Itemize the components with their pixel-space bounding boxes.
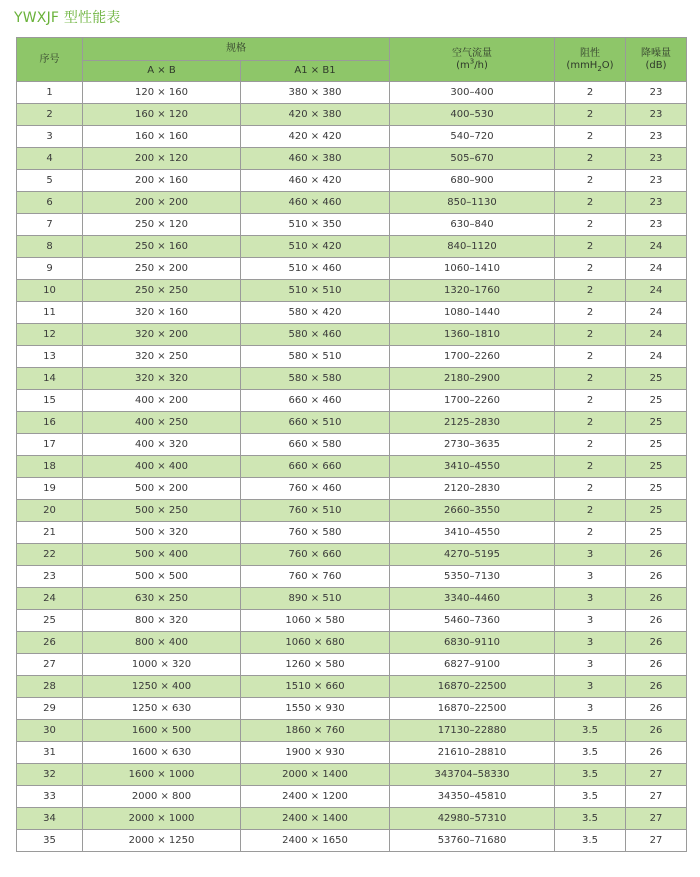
cell-resistance: 2: [555, 236, 626, 258]
cell-a1b1: 2400 × 1400: [241, 808, 390, 830]
cell-index: 1: [17, 82, 83, 104]
cell-index: 6: [17, 192, 83, 214]
cell-noise: 26: [626, 676, 687, 698]
cell-noise: 23: [626, 126, 687, 148]
cell-resistance: 2: [555, 478, 626, 500]
cell-airflow: 17130–22880: [390, 720, 555, 742]
cell-noise: 25: [626, 456, 687, 478]
cell-a1b1: 1260 × 580: [241, 654, 390, 676]
cell-noise: 25: [626, 368, 687, 390]
table-row: [17, 786, 687, 808]
cell-a1b1: 460 × 420: [241, 170, 390, 192]
cell-airflow: 34350–45810: [390, 786, 555, 808]
cell-ab: 250 × 160: [83, 236, 241, 258]
cell-a1b1: 760 × 510: [241, 500, 390, 522]
cell-noise: 27: [626, 830, 687, 852]
cell-index: 18: [17, 456, 83, 478]
table-row: [17, 412, 687, 434]
cell-noise: 23: [626, 148, 687, 170]
cell-resistance: 3.5: [555, 830, 626, 852]
table-row: [17, 148, 687, 170]
cell-ab: 630 × 250: [83, 588, 241, 610]
cell-a1b1: 2400 × 1650: [241, 830, 390, 852]
cell-noise: 23: [626, 214, 687, 236]
cell-index: 33: [17, 786, 83, 808]
cell-resistance: 3.5: [555, 764, 626, 786]
cell-airflow: 6827–9100: [390, 654, 555, 676]
table-row: [17, 390, 687, 412]
cell-airflow: 630–840: [390, 214, 555, 236]
airflow-label: 空气流量: [452, 47, 492, 59]
cell-a1b1: 660 × 580: [241, 434, 390, 456]
col-header-spec: 规格: [83, 38, 390, 61]
cell-a1b1: 660 × 510: [241, 412, 390, 434]
table-row: [17, 500, 687, 522]
cell-index: 28: [17, 676, 83, 698]
table-row: [17, 456, 687, 478]
cell-ab: 1000 × 320: [83, 654, 241, 676]
cell-noise: 26: [626, 632, 687, 654]
cell-index: 22: [17, 544, 83, 566]
table-row: [17, 368, 687, 390]
cell-index: 7: [17, 214, 83, 236]
table-row: [17, 764, 687, 786]
cell-noise: 24: [626, 324, 687, 346]
cell-index: 9: [17, 258, 83, 280]
cell-ab: 2000 × 800: [83, 786, 241, 808]
cell-resistance: 3: [555, 676, 626, 698]
cell-resistance: 2: [555, 104, 626, 126]
cell-ab: 2000 × 1000: [83, 808, 241, 830]
cell-index: 35: [17, 830, 83, 852]
cell-ab: 250 × 200: [83, 258, 241, 280]
table-row: [17, 236, 687, 258]
table-body: [17, 82, 687, 852]
table-row: [17, 104, 687, 126]
table-row: [17, 588, 687, 610]
cell-noise: 25: [626, 412, 687, 434]
cell-airflow: 4270–5195: [390, 544, 555, 566]
cell-a1b1: 420 × 380: [241, 104, 390, 126]
table-row: [17, 82, 687, 104]
table-row: [17, 478, 687, 500]
cell-airflow: 1080–1440: [390, 302, 555, 324]
cell-a1b1: 760 × 460: [241, 478, 390, 500]
col-header-ab: A × B: [83, 61, 241, 82]
table-row: [17, 566, 687, 588]
cell-index: 34: [17, 808, 83, 830]
cell-index: 5: [17, 170, 83, 192]
cell-ab: 1600 × 1000: [83, 764, 241, 786]
cell-noise: 23: [626, 192, 687, 214]
cell-resistance: 2: [555, 126, 626, 148]
cell-index: 29: [17, 698, 83, 720]
cell-noise: 26: [626, 742, 687, 764]
cell-airflow: 1060–1410: [390, 258, 555, 280]
cell-noise: 25: [626, 390, 687, 412]
cell-ab: 500 × 400: [83, 544, 241, 566]
table-row: [17, 346, 687, 368]
cell-noise: 23: [626, 82, 687, 104]
cell-airflow: 540–720: [390, 126, 555, 148]
table-row: [17, 676, 687, 698]
cell-noise: 26: [626, 588, 687, 610]
cell-ab: 200 × 160: [83, 170, 241, 192]
cell-ab: 320 × 160: [83, 302, 241, 324]
cell-index: 30: [17, 720, 83, 742]
cell-ab: 400 × 250: [83, 412, 241, 434]
cell-index: 16: [17, 412, 83, 434]
cell-resistance: 2: [555, 192, 626, 214]
cell-airflow: 343704–58330: [390, 764, 555, 786]
table-row: [17, 544, 687, 566]
cell-ab: 500 × 320: [83, 522, 241, 544]
cell-noise: 23: [626, 104, 687, 126]
cell-ab: 500 × 200: [83, 478, 241, 500]
cell-resistance: 2: [555, 456, 626, 478]
cell-airflow: 53760–71680: [390, 830, 555, 852]
cell-index: 2: [17, 104, 83, 126]
cell-ab: 1600 × 500: [83, 720, 241, 742]
cell-resistance: 2: [555, 82, 626, 104]
table-row: [17, 522, 687, 544]
cell-resistance: 3.5: [555, 786, 626, 808]
cell-ab: 400 × 200: [83, 390, 241, 412]
cell-ab: 250 × 250: [83, 280, 241, 302]
cell-airflow: 2120–2830: [390, 478, 555, 500]
table-row: [17, 830, 687, 852]
cell-a1b1: 760 × 660: [241, 544, 390, 566]
cell-noise: 25: [626, 478, 687, 500]
cell-index: 15: [17, 390, 83, 412]
cell-resistance: 2: [555, 412, 626, 434]
cell-airflow: 2730–3635: [390, 434, 555, 456]
cell-a1b1: 460 × 380: [241, 148, 390, 170]
table-row: [17, 126, 687, 148]
cell-index: 17: [17, 434, 83, 456]
cell-index: 12: [17, 324, 83, 346]
cell-index: 10: [17, 280, 83, 302]
cell-airflow: 2660–3550: [390, 500, 555, 522]
cell-index: 26: [17, 632, 83, 654]
cell-noise: 27: [626, 764, 687, 786]
cell-a1b1: 660 × 460: [241, 390, 390, 412]
cell-index: 25: [17, 610, 83, 632]
cell-index: 4: [17, 148, 83, 170]
cell-a1b1: 1860 × 760: [241, 720, 390, 742]
cell-resistance: 2: [555, 522, 626, 544]
cell-ab: 1250 × 400: [83, 676, 241, 698]
cell-noise: 24: [626, 280, 687, 302]
cell-ab: 1600 × 630: [83, 742, 241, 764]
table-row: [17, 258, 687, 280]
cell-ab: 120 × 160: [83, 82, 241, 104]
cell-resistance: 3: [555, 698, 626, 720]
cell-airflow: 16870–22500: [390, 676, 555, 698]
table-header: [17, 38, 687, 82]
cell-airflow: 5350–7130: [390, 566, 555, 588]
cell-ab: 160 × 160: [83, 126, 241, 148]
table-row: [17, 610, 687, 632]
cell-resistance: 2: [555, 434, 626, 456]
cell-airflow: 21610–28810: [390, 742, 555, 764]
cell-a1b1: 2400 × 1200: [241, 786, 390, 808]
cell-a1b1: 460 × 460: [241, 192, 390, 214]
cell-resistance: 3: [555, 654, 626, 676]
table-row: [17, 632, 687, 654]
cell-ab: 1250 × 630: [83, 698, 241, 720]
cell-ab: 500 × 250: [83, 500, 241, 522]
cell-resistance: 2: [555, 148, 626, 170]
table-row: [17, 280, 687, 302]
cell-noise: 25: [626, 522, 687, 544]
table-row: [17, 808, 687, 830]
cell-airflow: 840–1120: [390, 236, 555, 258]
cell-noise: 23: [626, 170, 687, 192]
cell-resistance: 3.5: [555, 742, 626, 764]
table-row: [17, 434, 687, 456]
cell-ab: 400 × 320: [83, 434, 241, 456]
cell-airflow: 42980–57310: [390, 808, 555, 830]
cell-noise: 27: [626, 786, 687, 808]
cell-ab: 2000 × 1250: [83, 830, 241, 852]
cell-resistance: 3.5: [555, 808, 626, 830]
cell-a1b1: 660 × 660: [241, 456, 390, 478]
cell-airflow: 1320–1760: [390, 280, 555, 302]
table-row: [17, 170, 687, 192]
cell-airflow: 3340–4460: [390, 588, 555, 610]
cell-ab: 200 × 200: [83, 192, 241, 214]
cell-a1b1: 1510 × 660: [241, 676, 390, 698]
cell-noise: 25: [626, 434, 687, 456]
cell-noise: 24: [626, 236, 687, 258]
cell-resistance: 3: [555, 544, 626, 566]
cell-a1b1: 760 × 760: [241, 566, 390, 588]
cell-a1b1: 1060 × 680: [241, 632, 390, 654]
cell-noise: 26: [626, 698, 687, 720]
cell-a1b1: 760 × 580: [241, 522, 390, 544]
cell-noise: 26: [626, 654, 687, 676]
cell-resistance: 2: [555, 170, 626, 192]
cell-a1b1: 1550 × 930: [241, 698, 390, 720]
cell-index: 3: [17, 126, 83, 148]
col-header-noise: [626, 38, 687, 82]
cell-airflow: 505–670: [390, 148, 555, 170]
cell-noise: 27: [626, 808, 687, 830]
cell-index: 20: [17, 500, 83, 522]
cell-a1b1: 580 × 580: [241, 368, 390, 390]
table-row: [17, 742, 687, 764]
noise-label: 降噪量: [641, 47, 671, 59]
cell-resistance: 2: [555, 324, 626, 346]
cell-noise: 24: [626, 302, 687, 324]
cell-noise: 24: [626, 346, 687, 368]
cell-index: 21: [17, 522, 83, 544]
cell-ab: 160 × 120: [83, 104, 241, 126]
cell-a1b1: 2000 × 1400: [241, 764, 390, 786]
cell-resistance: 2: [555, 346, 626, 368]
cell-airflow: 5460–7360: [390, 610, 555, 632]
cell-ab: 320 × 320: [83, 368, 241, 390]
table-row: [17, 698, 687, 720]
cell-ab: 500 × 500: [83, 566, 241, 588]
cell-resistance: 3: [555, 632, 626, 654]
cell-noise: 26: [626, 566, 687, 588]
cell-index: 13: [17, 346, 83, 368]
cell-ab: 320 × 250: [83, 346, 241, 368]
page-title: YWXJF 型性能表: [14, 10, 121, 26]
table-row: [17, 214, 687, 236]
cell-airflow: 2125–2830: [390, 412, 555, 434]
cell-a1b1: 890 × 510: [241, 588, 390, 610]
resistance-unit: (mmH$_2$O): [566, 59, 614, 73]
cell-noise: 26: [626, 544, 687, 566]
cell-ab: 800 × 320: [83, 610, 241, 632]
cell-resistance: 2: [555, 258, 626, 280]
cell-airflow: 1700–2260: [390, 346, 555, 368]
table-row: [17, 720, 687, 742]
cell-index: 8: [17, 236, 83, 258]
cell-airflow: 400–530: [390, 104, 555, 126]
cell-a1b1: 580 × 510: [241, 346, 390, 368]
cell-ab: 320 × 200: [83, 324, 241, 346]
performance-table: [16, 37, 687, 852]
cell-airflow: 1700–2260: [390, 390, 555, 412]
cell-resistance: 2: [555, 390, 626, 412]
cell-ab: 400 × 400: [83, 456, 241, 478]
cell-noise: 26: [626, 720, 687, 742]
cell-index: 11: [17, 302, 83, 324]
cell-a1b1: 510 × 460: [241, 258, 390, 280]
cell-a1b1: 510 × 420: [241, 236, 390, 258]
cell-resistance: 2: [555, 214, 626, 236]
cell-a1b1: 420 × 420: [241, 126, 390, 148]
cell-index: 31: [17, 742, 83, 764]
table-row: [17, 324, 687, 346]
cell-resistance: 2: [555, 368, 626, 390]
cell-resistance: 2: [555, 280, 626, 302]
col-header-index: 序号: [17, 38, 83, 82]
cell-resistance: 3: [555, 610, 626, 632]
col-header-airflow: [390, 38, 555, 82]
cell-airflow: 16870–22500: [390, 698, 555, 720]
cell-airflow: 300–400: [390, 82, 555, 104]
table-row: [17, 302, 687, 324]
cell-a1b1: 580 × 460: [241, 324, 390, 346]
resistance-label: 阻性: [580, 47, 600, 59]
cell-airflow: 1360–1810: [390, 324, 555, 346]
cell-airflow: 2180–2900: [390, 368, 555, 390]
cell-noise: 26: [626, 610, 687, 632]
cell-index: 27: [17, 654, 83, 676]
cell-index: 19: [17, 478, 83, 500]
cell-noise: 24: [626, 258, 687, 280]
cell-airflow: 3410–4550: [390, 456, 555, 478]
cell-a1b1: 1060 × 580: [241, 610, 390, 632]
cell-a1b1: 510 × 350: [241, 214, 390, 236]
cell-ab: 250 × 120: [83, 214, 241, 236]
cell-noise: 25: [626, 500, 687, 522]
cell-airflow: 3410–4550: [390, 522, 555, 544]
cell-index: 14: [17, 368, 83, 390]
cell-airflow: 6830–9110: [390, 632, 555, 654]
cell-airflow: 680–900: [390, 170, 555, 192]
table-row: [17, 192, 687, 214]
col-header-resistance: [555, 38, 626, 82]
table-row: [17, 654, 687, 676]
airflow-unit: $(m^3/h)$: [456, 57, 488, 71]
col-header-a1b1: A1 × B1: [241, 61, 390, 82]
cell-a1b1: 1900 × 930: [241, 742, 390, 764]
cell-resistance: 2: [555, 302, 626, 324]
cell-index: 24: [17, 588, 83, 610]
cell-resistance: 2: [555, 500, 626, 522]
noise-unit: (dB): [645, 59, 667, 71]
cell-index: 32: [17, 764, 83, 786]
cell-airflow: 850–1130: [390, 192, 555, 214]
cell-ab: 200 × 120: [83, 148, 241, 170]
cell-a1b1: 380 × 380: [241, 82, 390, 104]
cell-a1b1: 510 × 510: [241, 280, 390, 302]
cell-resistance: 3.5: [555, 720, 626, 742]
cell-ab: 800 × 400: [83, 632, 241, 654]
cell-a1b1: 580 × 420: [241, 302, 390, 324]
cell-resistance: 3: [555, 588, 626, 610]
cell-index: 23: [17, 566, 83, 588]
cell-resistance: 3: [555, 566, 626, 588]
